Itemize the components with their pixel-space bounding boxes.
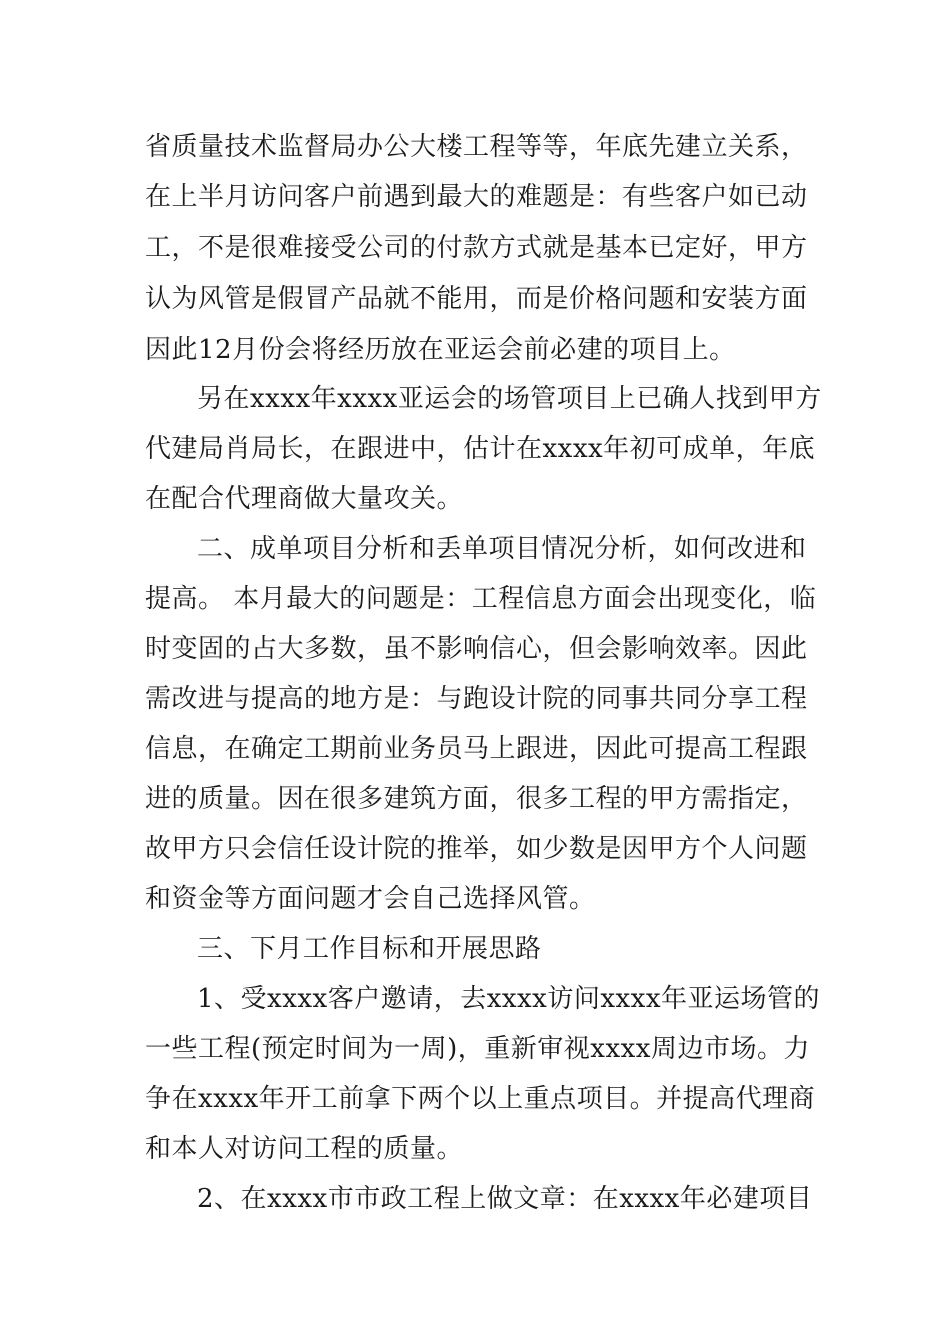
section-heading-line: 三、下月工作目标和开展思路 bbox=[197, 934, 542, 964]
text-line: 和本人对访问工程的质量。 bbox=[145, 1134, 464, 1164]
text-line: 在上半月访问客户前遇到最大的难题是：有些客户如已动 bbox=[145, 182, 808, 212]
list-item-line: 1、受xxxx客户邀请，去xxxx访问xxxx年亚运场管的 bbox=[197, 984, 820, 1014]
text-line: 时变固的占大多数，虽不影响信心，但会影响效率。因此 bbox=[145, 634, 808, 664]
text-line: 提高。 本月最大的问题是：工程信息方面会出现变化，临 bbox=[145, 584, 817, 614]
text-line: 省质量技术监督局办公大楼工程等等，年底先建立关系， bbox=[145, 132, 808, 162]
section-heading-line: 二、成单项目分析和丢单项目情况分析，如何改进和 bbox=[197, 534, 807, 564]
text-line: 工，不是很难接受公司的付款方式就是基本已定好，甲方 bbox=[145, 233, 808, 263]
text-line: 需改进与提高的地方是：与跑设计院的同事共同分享工程 bbox=[145, 684, 808, 714]
text-line: 认为风管是假冒产品就不能用，而是价格问题和安装方面 bbox=[145, 284, 808, 314]
text-line: 进的质量。因在很多建筑方面，很多工程的甲方需指定， bbox=[145, 784, 808, 814]
text-line: 一些工程(预定时间为一周)，重新审视xxxx周边市场。力 bbox=[145, 1034, 810, 1064]
text-line: 信息，在确定工期前业务员马上跟进，因此可提高工程跟 bbox=[145, 734, 808, 764]
text-line: 代建局肖局长，在跟进中，估计在xxxx年初可成单，年底 bbox=[145, 434, 816, 464]
text-line: 故甲方只会信任设计院的推举，如少数是因甲方个人问题 bbox=[145, 834, 808, 864]
list-item-line: 2、在xxxx市市政工程上做文章：在xxxx年必建项目 bbox=[197, 1184, 813, 1214]
paragraph-start-line: 另在xxxx年xxxx亚运会的场管项目上已确人找到甲方 bbox=[197, 384, 822, 414]
text-line: 和资金等方面问题才会自己选择风管。 bbox=[145, 884, 596, 914]
text-line: 在配合代理商做大量攻关。 bbox=[145, 484, 464, 514]
text-line: 因此12月份会将经历放在亚运会前必建的项目上。 bbox=[145, 335, 736, 365]
text-line: 争在xxxx年开工前拿下两个以上重点项目。并提高代理商 bbox=[145, 1084, 816, 1114]
